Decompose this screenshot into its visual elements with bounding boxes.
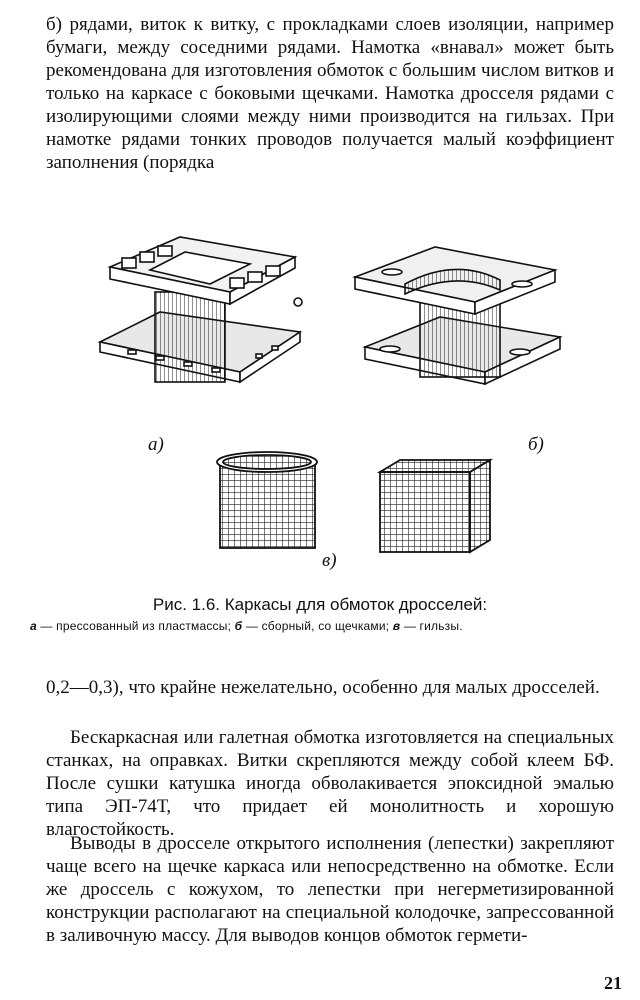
caption-desc-b: — сборный, со щечками; [242, 619, 393, 633]
page-number: 21 [604, 973, 622, 993]
figure-label-v: в) [322, 550, 337, 571]
caption-desc-v: — гильзы. [400, 619, 463, 633]
frame-a-drawing [100, 237, 302, 382]
caption-key-b: б [234, 619, 243, 633]
paragraph-leads: Выводы в дросселе открытого исполнения (лепестки) закрепляют чаще всего на щечке каркаса или непосредственно на обмотке. Если же дроссель с кожухом, то лепестки при негерметизированной конструкции располагают на специальной колодочке, запрессованной в заливочную массу. Для выводов концов обмоток гермети- [46, 833, 614, 946]
figure-label-a: а) [148, 434, 164, 455]
figure-drawing [60, 222, 580, 592]
paragraph-continuation: 0,2—0,3), что крайне нежелательно, особенно для малых дросселей. [46, 677, 600, 698]
sleeve-2-drawing [380, 460, 490, 552]
figure-caption-legend [30, 619, 620, 633]
caption-key-a: а [30, 619, 37, 633]
figure-coil-frames [60, 222, 580, 592]
paragraph-frameless-winding: Бескаркасная или галетная обмотка изготовляется на специальных станках, на оправках. Витки скрепляются между собой клеем БФ. После сушки катушка иногда обволакивается эпоксидной эмалью типа ЭП-74Т, что придает ей монолитность и хорошую влагостойкость. [46, 727, 614, 840]
figure-caption-title: Рис. 1.6. Каркасы для обмоток дросселей: [152, 595, 488, 614]
figure-label-b: б) [528, 434, 544, 455]
caption-key-v: в [392, 619, 401, 633]
paragraph-intro: б) рядами, виток к витку, с прокладками слоев изоляции, например бумаги, между соседними рядами. Намотка «внавал» может быть рекомендована для изготовления обмоток с большим числом витков и только на каркасе с боковыми щечками. Намотка дросселя рядами с изолирующими слоями между ними производится на гильзах. При намотке рядами тонких проводов получается малый коэффициент заполнения (порядка [46, 14, 614, 173]
sleeve-1-drawing [217, 452, 317, 548]
caption-desc-a: — прессованный из пластмассы; [36, 619, 235, 633]
frame-b-drawing [355, 247, 560, 384]
